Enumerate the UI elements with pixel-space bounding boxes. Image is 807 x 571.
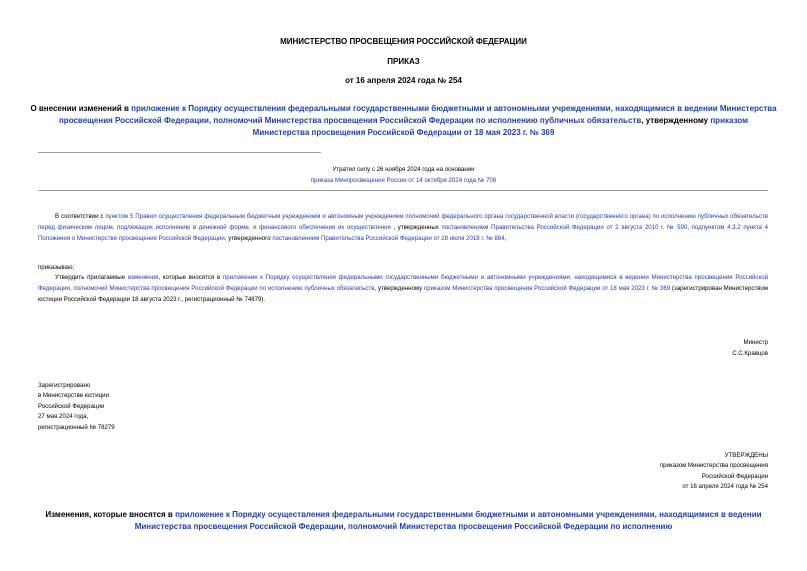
paragraph-text: , которые вносятся в bbox=[158, 274, 223, 281]
approval-block bbox=[660, 451, 768, 493]
approval-line: от 16 апреля 2024 года № 254 bbox=[682, 483, 768, 491]
signer-name: С.С.Кравцов bbox=[732, 350, 768, 357]
link-subpoint-4-3-2[interactable]: подпунктом 4.3.2 пункта 4 Положения о Министерстве просвещения Российской Федерации bbox=[38, 223, 768, 242]
heading-text: , утвержденному bbox=[641, 116, 711, 125]
signer-title: Министр bbox=[743, 339, 768, 346]
approval-line: УТВЕРЖДЕНЫ bbox=[724, 452, 768, 459]
order-command: приказываю: bbox=[38, 264, 75, 271]
order-heading bbox=[30, 103, 777, 139]
link-appendix[interactable]: приложение к Порядку осуществления федеральными государственными бюджетными и автономными учреждениями, находящимися в ведении Министерства просвещения Российской Федерации, полномочий Министерства просвещения Российской Федерации по исполнению публичных обязательств bbox=[38, 274, 768, 292]
paragraph-text: , утвержденного bbox=[224, 234, 273, 242]
link-order-369[interactable]: приказом Министерства просвещения Российской Федерации от 18 мая 2023 г. № 369 bbox=[423, 284, 671, 292]
divider bbox=[38, 152, 321, 153]
preamble-paragraph bbox=[38, 212, 768, 244]
link-resolution-590[interactable]: постановлением Правительства Российской Федерации от 2 августа 2010 г. № 590 bbox=[441, 223, 688, 231]
order-word: ПРИКАЗ bbox=[387, 57, 420, 66]
status-link-order-708[interactable]: приказа Минпросвещения России от 14 октября 2024 года № 708 bbox=[310, 177, 497, 184]
approve-paragraph bbox=[38, 273, 768, 305]
heading-text: О внесении изменений в bbox=[30, 104, 132, 113]
link-resolution-884[interactable]: постановлением Правительства Российской Федерации от 28 июля 2018 г. № 884 bbox=[272, 234, 505, 242]
changes-link-appendix[interactable]: приложение к Порядку осуществления федеральными государственными бюджетными и автономными учреждениями, находящимися в ведении Министерства просвещения Российской Федерации, полномочий Министерства просвещения Российской Федерации по исполнению bbox=[134, 510, 762, 531]
paragraph-text: , bbox=[504, 234, 507, 242]
ministry-title: МИНИСТЕРСТВО ПРОСВЕЩЕНИЯ РОССИЙСКОЙ ФЕДЕРАЦИИ bbox=[280, 37, 527, 46]
signature-block bbox=[732, 337, 768, 359]
registration-line: в Министерстве юстиции bbox=[38, 392, 109, 400]
changes-text: Изменения, которые вносятся в bbox=[45, 510, 176, 519]
paragraph-text: , bbox=[687, 223, 692, 231]
order-date-number: от 16 апреля 2024 года № 254 bbox=[345, 76, 462, 85]
registration-line: Зарегистрировано bbox=[38, 382, 91, 389]
divider bbox=[38, 190, 768, 191]
paragraph-text: (зарегистрирован Министерством юстиции Российской Федерации 18 августа 2023 г., регистрационный № 74879). bbox=[38, 284, 768, 303]
registration-line: регистрационный № 78279 bbox=[38, 423, 115, 431]
paragraph-text: В соответствии с bbox=[55, 213, 106, 220]
registration-block bbox=[38, 381, 115, 433]
status-line: Утратил силу с 26 ноября 2024 года на основании bbox=[332, 166, 475, 173]
changes-heading bbox=[30, 509, 777, 533]
paragraph-text: , утвержденному bbox=[374, 284, 424, 292]
link-rules-point-5[interactable]: пунктом 5 Правил осуществления федеральным бюджетным учреждением и автономным учреждением полномочий федерального органа государственной власти (государственного органа) по исполнению публичных обязательств перед физическим лицом, подлежащих исполнению в денежной форме, и финансового обеспечения их осуществления bbox=[38, 213, 768, 231]
heading-link-order-369[interactable]: приказом Министерства просвещения Российской Федерации от 18 мая 2023 г. № 369 bbox=[252, 116, 749, 137]
registration-line: Российской Федерации bbox=[38, 402, 105, 410]
heading-link-appendix[interactable]: приложение к Порядку осуществления федеральными государственными бюджетными и автономными учреждениями, находящимися в ведении Министерства просвещения Российской Федерации, полномочий Министерства просвещения Российской Федерации по исполнению публичных обязательств bbox=[58, 104, 777, 125]
registration-line: 27 мая 2024 года, bbox=[38, 413, 89, 421]
status-note bbox=[0, 164, 807, 186]
paragraph-text: , утвержденных bbox=[390, 223, 442, 231]
paragraph-text: Утвердить прилагаемые bbox=[55, 274, 128, 281]
approval-line: приказом Министерства просвещения bbox=[659, 462, 768, 470]
link-changes[interactable]: изменения bbox=[127, 274, 159, 281]
approval-line: Российской Федерации bbox=[701, 472, 768, 480]
